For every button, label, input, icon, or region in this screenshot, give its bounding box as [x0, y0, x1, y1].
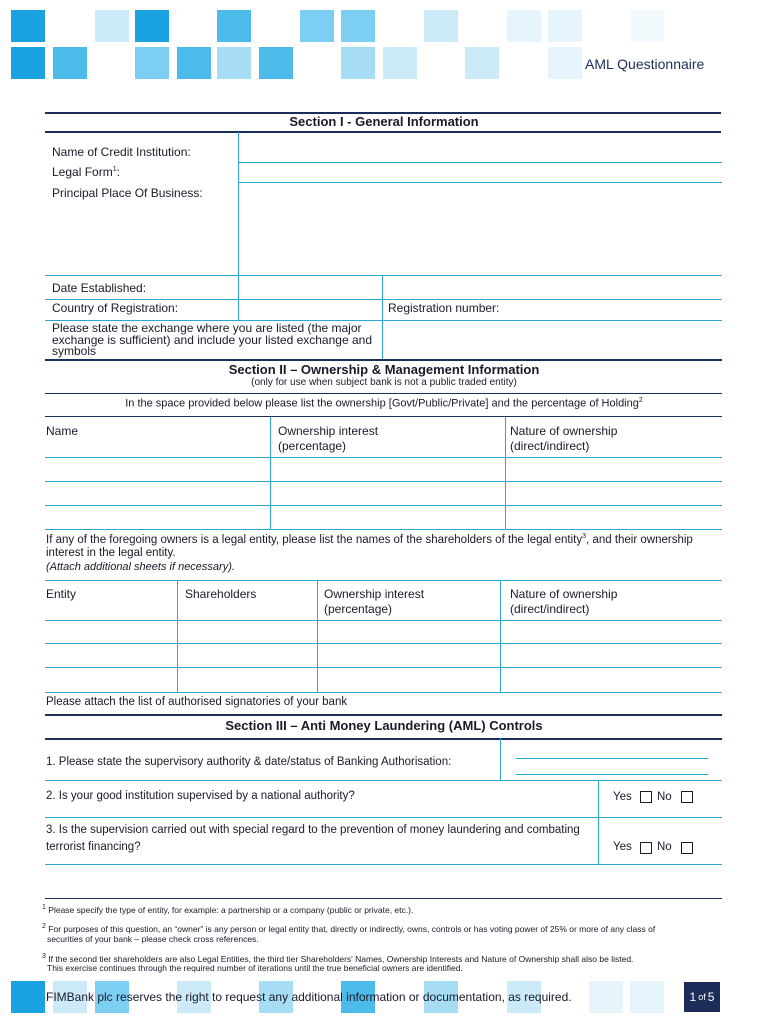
shareholders-row[interactable] [46, 644, 721, 666]
shareholders-header-entity: Entity [46, 587, 77, 601]
deco-square [341, 10, 375, 42]
question-3-no-checkbox[interactable] [681, 842, 693, 854]
footnote-1: $^1$ Please specify the type of entity, for example: a partnership or a company (public or private, etc.). [42, 904, 414, 915]
institution-name-field[interactable] [240, 133, 720, 161]
signatories-instruction: Please attach the list of authorised signatories of your bank [46, 696, 348, 708]
page-number-badge [684, 982, 720, 1012]
deco-square [11, 10, 45, 42]
question-2: 2. Is your good institution supervised by a national authority? [46, 790, 355, 802]
legal-entity-instruction: If any of the foregoing owners is a legal entity, please list the names of the shareholders of the legal entity$^3$, and their ownership [46, 533, 693, 546]
rule [45, 692, 722, 693]
registration-number-field[interactable] [520, 300, 720, 319]
rule [45, 780, 722, 781]
exchange-field[interactable] [384, 321, 720, 358]
question-3-yes-label: Yes [613, 841, 632, 853]
owners-header-interest: Ownership interest (percentage) [278, 424, 379, 453]
legal-entity-instruction-cont: interest in the legal entity. [46, 547, 176, 559]
deco-square [630, 981, 664, 1013]
deco-square [217, 10, 251, 42]
page-current: 1 [689, 990, 697, 1004]
question-2-no-label: No [657, 791, 672, 803]
divider [500, 738, 501, 780]
footnote-rule [45, 898, 722, 899]
deco-square [630, 10, 664, 42]
deco-square [589, 981, 623, 1013]
footnote-3: $^3$ If the second tier shareholders are also Legal Entities, the third tier Shareholders' Names, Ownership Interests and Nature of Ownership shall also be listed. [42, 953, 634, 964]
label-principal-place: Principal Place Of Business: [52, 186, 203, 200]
rule [45, 714, 722, 716]
deco-square [95, 10, 129, 42]
footnote-2: $^2$ For purposes of this question, an “owner” is any person or legal entity that, directly or indirectly, owns, controls or has voting power of 25% or more of any class of [42, 923, 656, 934]
footer-notice: FIMBank plc reserves the right to request any additional information or documentation, as required. [46, 990, 572, 1004]
owners-header-name: Name [46, 424, 79, 438]
rule [45, 359, 722, 361]
deco-square [11, 981, 45, 1013]
legal-entity-note: (Attach additional sheets if necessary). [46, 561, 235, 573]
question-1-answer-field[interactable] [512, 742, 712, 776]
divider [598, 780, 599, 864]
page-total: 5 [707, 990, 715, 1004]
owners-row[interactable] [46, 458, 721, 480]
deco-square [135, 10, 169, 42]
deco-square [548, 47, 582, 79]
deco-square [424, 10, 458, 42]
question-3-line-2: terrorist financing? [46, 841, 141, 853]
divider [382, 275, 383, 320]
question-3-yes-checkbox[interactable] [640, 842, 652, 854]
principal-place-field[interactable] [240, 183, 720, 274]
question-2-no-checkbox[interactable] [681, 791, 693, 803]
question-2-yes-checkbox[interactable] [640, 791, 652, 803]
deco-square [465, 47, 499, 79]
rule [45, 864, 722, 865]
question-3-no-label: No [657, 841, 672, 853]
rule [45, 738, 722, 740]
label-legal-form: Legal Form$^1$: [52, 165, 120, 179]
deco-square [217, 47, 251, 79]
rule [45, 529, 722, 530]
deco-square [383, 47, 417, 79]
divider [382, 320, 383, 359]
owners-row[interactable] [46, 506, 721, 528]
page-of: of [698, 992, 706, 1002]
legal-form-field[interactable] [240, 163, 720, 181]
deco-square [548, 10, 582, 42]
question-3-line-1: 3. Is the supervision carried out with special regard to the prevention of money laundering and combating [46, 824, 580, 836]
country-field[interactable] [240, 300, 380, 319]
shareholders-row[interactable] [46, 668, 721, 691]
label-registration-number: Registration number: [388, 301, 500, 315]
deco-square [135, 47, 169, 79]
date-established-extra-field[interactable] [384, 276, 720, 298]
deco-square [341, 47, 375, 79]
shareholders-header-interest: Ownership interest (percentage) [324, 587, 425, 616]
section1-title: Section I - General Information [289, 114, 479, 129]
deco-square [11, 47, 45, 79]
deco-square [507, 10, 541, 42]
section2-subtitle: (only for use when subject bank is not a public traded entity) [251, 377, 517, 388]
owners-header-nature: Nature of ownership (direct/indirect) [510, 424, 618, 453]
shareholders-row[interactable] [46, 621, 721, 642]
section2-title: Section II – Ownership & Management Information [228, 362, 540, 377]
divider [238, 132, 239, 320]
question-1: 1. Please state the supervisory authority & date/status of Banking Authorisation: [46, 756, 452, 768]
rule [45, 817, 722, 818]
label-date-established: Date Established: [52, 281, 147, 295]
rule [45, 393, 722, 394]
label-exchange: Please state the exchange where you are listed (the major exchange is sufficient) and include your listed exchange and symbols [52, 321, 372, 358]
shareholders-header-nature: Nature of ownership (direct/indirect) [510, 587, 618, 616]
document-title: AML Questionnaire [585, 56, 705, 72]
ownership-instruction: In the space provided below please list the ownership [Govt/Public/Private] and the percentage of Holding$^2$ [125, 397, 643, 410]
question-2-yes-label: Yes [613, 791, 632, 803]
footnote-2-cont: securities of your bank – please check cross references. [47, 934, 259, 944]
rule [45, 416, 722, 417]
footnote-3-cont: This exercise continues through the required number of iterations until the true beneficial owners are identified. [47, 963, 463, 973]
deco-square [259, 47, 293, 79]
date-established-field[interactable] [240, 276, 380, 298]
owners-row[interactable] [46, 482, 721, 504]
shareholders-header-shareholders: Shareholders [185, 587, 257, 601]
rule [45, 580, 722, 581]
deco-square [177, 47, 211, 79]
label-institution-name: Name of Credit Institution: [52, 145, 191, 159]
deco-square [53, 47, 87, 79]
section3-title: Section III – Anti Money Laundering (AML) Controls [225, 718, 543, 733]
deco-square [300, 10, 334, 42]
label-country: Country of Registration: [52, 301, 179, 315]
